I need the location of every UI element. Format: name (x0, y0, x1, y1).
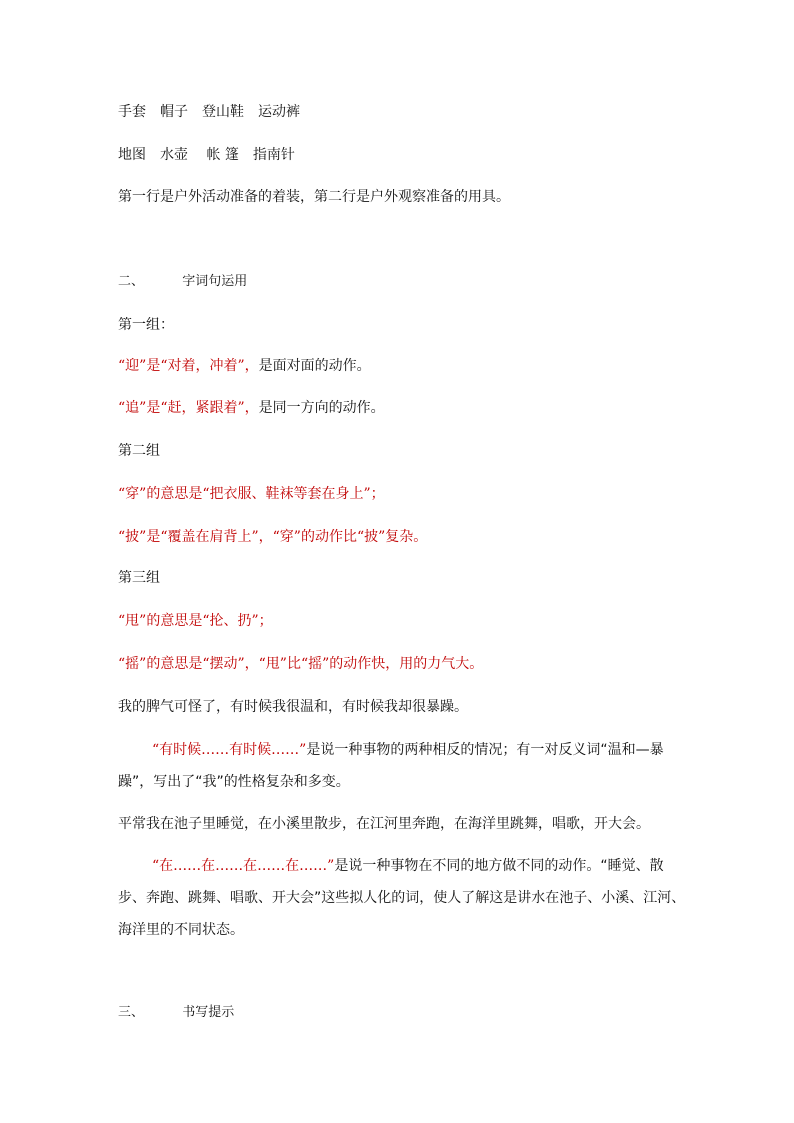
group-2-line-2: “披”是“覆盖在肩背上”，“穿”的动作比“披”复杂。 (118, 529, 428, 545)
word-summary: 第一行是户外活动准备的着装，第二行是户外观察准备的用具。 (118, 189, 510, 205)
analysis-2-text: 是说一种事物在不同的地方做不同的动作。“睡觉、散步、奔跑、跳舞、唱歌、开大会”这些拟人化的词，使人了解这是讲水在池子、小溪、江河、海洋里的不同状态。 (118, 858, 686, 938)
example-sentence-2: 平常我在池子里睡觉，在小溪里散步，在江河里奔跑，在海洋里跳舞，唱歌，开大会。 (118, 816, 650, 832)
word-row-clothing: 手套 帽子 登山鞋 运动裤 (118, 104, 300, 120)
analysis-1-highlight: “有时候……有时候……” (152, 742, 307, 758)
section-3-number: 三、 (118, 1005, 145, 1020)
group-3-line-1: “甩”的意思是“抡、扔”； (118, 613, 273, 629)
group-1-label: 第一组： (118, 317, 174, 333)
group-1-line-1-text: 是面对面的动作。 (258, 358, 371, 374)
group-1-line-1-highlight: “迎”是“对着，冲着”， (118, 358, 259, 374)
group-3-line-2: “摇”的意思是“摆动”，“甩”比“摇”的动作快，用的力气大。 (118, 656, 484, 672)
section-2-title: 字词句运用 (182, 274, 248, 289)
word-row-tools: 地图 水壶 帐 篷 指南针 (118, 147, 295, 163)
section-3-heading (118, 1003, 234, 1023)
analysis-2-highlight: “在……在……在……在……” (152, 858, 335, 874)
analysis-1 (118, 734, 688, 798)
analysis-2 (118, 850, 688, 946)
group-2-label: 第二组 (118, 443, 160, 459)
section-2-heading (118, 272, 247, 292)
analysis-1-text: 是说一种事物的两种相反的情况；有一对反义词“温和—暴躁”，写出了“我”的性格复杂和多变。 (118, 742, 664, 790)
group-3-label: 第三组 (118, 570, 160, 586)
section-2-number: 二、 (118, 274, 145, 289)
example-sentence-1: 我的脾气可怪了，有时候我很温和，有时候我却很暴躁。 (118, 699, 468, 715)
group-2-line-1: “穿”的意思是“把衣服、鞋袜等套在身上”； (118, 486, 385, 502)
group-1-line-2 (118, 398, 385, 418)
group-1-line-2-highlight: “追”是“赶，紧跟着”， (118, 400, 259, 416)
section-3-title: 书写提示 (182, 1005, 235, 1020)
group-1-line-2-text: 是同一方向的动作。 (258, 400, 385, 416)
group-1-line-1 (118, 356, 371, 376)
